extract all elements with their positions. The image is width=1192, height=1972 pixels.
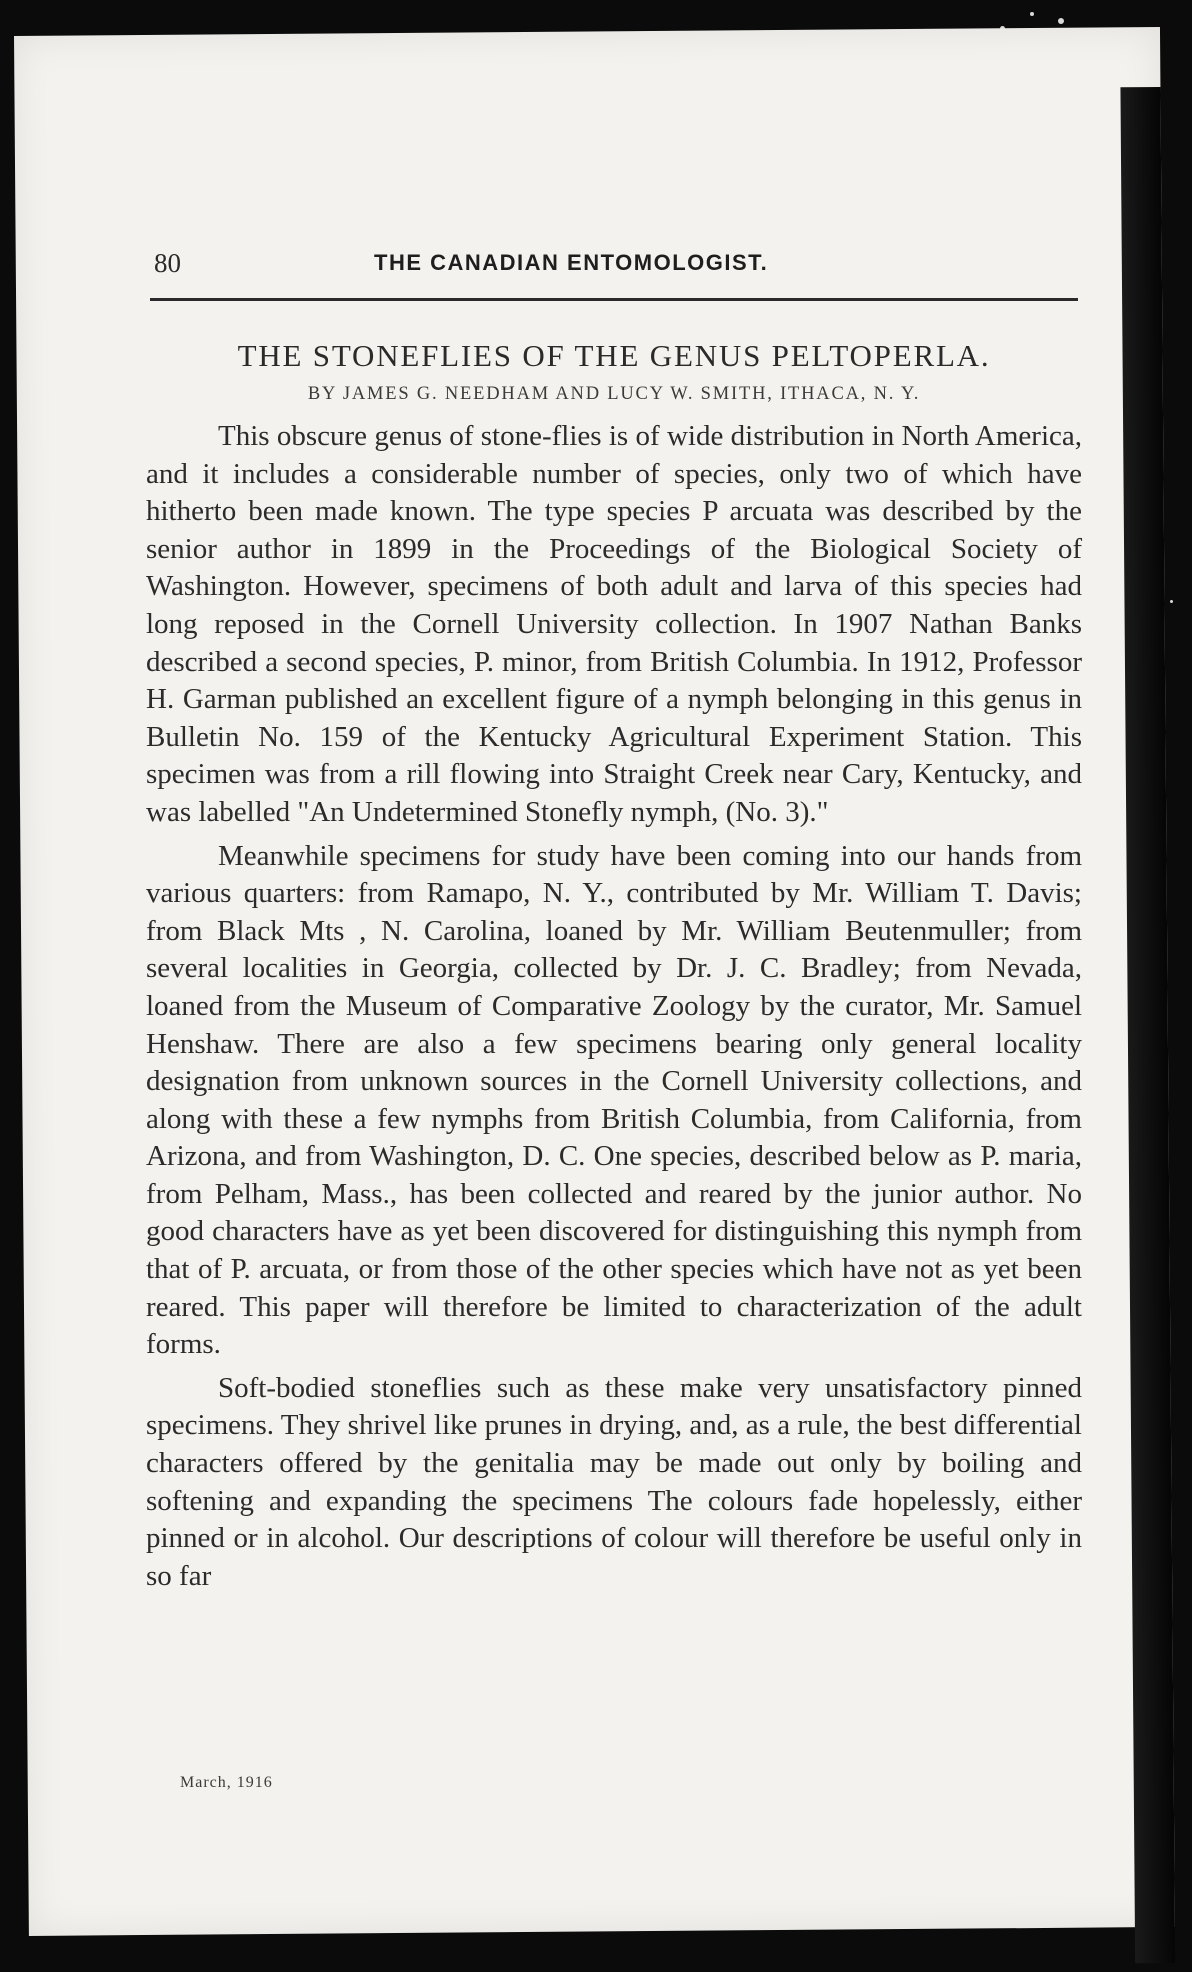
paragraph: Meanwhile specimens for study have been coming into our hands from various quarters: from Ramapo, N. Y., contributed by Mr. William T. Davis; from Black Mts , N. Carolina, loaned by Mr. William Beutenmuller; from several localities in Georgia, collected by Dr. J. C. Bradley; from Nevada, loaned from the Museum of Comparative Zoology by the curator, Mr. Samuel Henshaw. There are also a few specimens bearing only general locality designation from unknown sources in the Cornell University collections, and along with these a few nymphs from British Columbia, from California, from Arizona, and from Washington, D. C. One species, described below as P. maria, from Pelham, Mass., has been collected and reared by the junior author. No good characters have as yet been discovered for distinguishing this nymph from that of P. arcuata, or from those of the other species which have not as yet been reared. This paper will therefore be limited to characterization of the adult forms.	[146, 839, 1082, 1361]
film-speck	[1058, 18, 1064, 24]
article-body	[146, 336, 1082, 1601]
running-head	[136, 248, 1076, 288]
page-edge-shadow	[1120, 87, 1175, 1963]
paragraph: Soft-bodied stoneflies such as these make very unsatisfactory pinned specimens. They shrivel like prunes in drying, and, as a rule, the best differential characters offered by the genitalia may be made out only by boiling and softening and expanding the specimens The colours fade hopelessly, either pinned or in alcohol. Our descriptions of colour will therefore be useful only in so far	[146, 1371, 1082, 1592]
journal-title: THE CANADIAN ENTOMOLOGIST.	[374, 250, 769, 275]
issue-date: March, 1916	[180, 1774, 273, 1791]
article-title: THE STONEFLIES OF THE GENUS PELTOPERLA.	[237, 338, 991, 373]
article-byline: BY JAMES G. NEEDHAM AND LUCY W. SMITH, ITHACA, N. Y.	[307, 384, 921, 404]
film-speck	[1170, 600, 1173, 603]
film-speck	[1030, 12, 1034, 16]
paragraph: This obscure genus of stone-flies is of wide distribution in North America, and it includes a considerable number of species, only two of which have hitherto been made known. The type species P arcuata was described by the senior author in 1899 in the Proceedings of the Biological Society of Washington. However, specimens of both adult and larva of this species had long reposed in the Cornell University collection. In 1907 Nathan Banks described a second species, P. minor, from British Columbia. In 1912, Professor H. Garman published an excellent figure of a nymph belonging in this genus in Bulletin No. 159 of the Kentucky Agricultural Experiment Station. This specimen was from a rill flowing into Straight Creek near Cary, Kentucky, and was labelled "An Undetermined Stonefly nymph, (No. 3)."	[146, 420, 1082, 828]
header-rule	[150, 298, 1078, 301]
page-number: 80	[154, 248, 181, 278]
